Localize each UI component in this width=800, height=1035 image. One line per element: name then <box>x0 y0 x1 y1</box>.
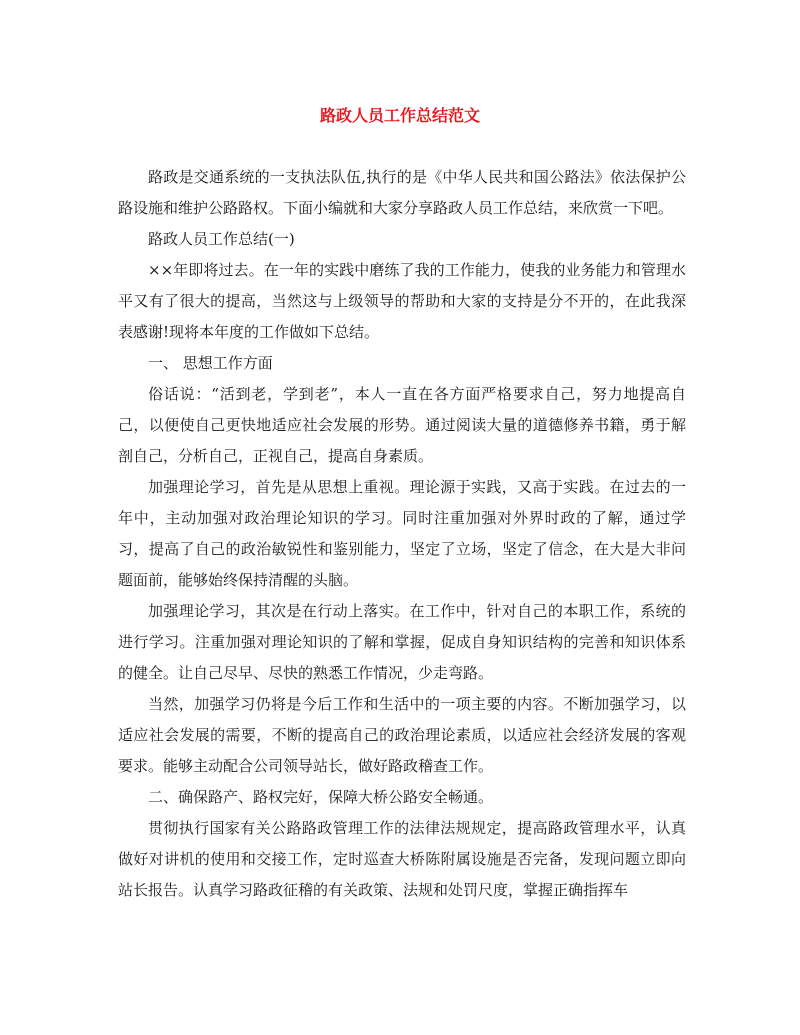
paragraph-regulations: 贯彻执行国家有关公路路政管理工作的法律法规规定，提高路政管理水平，认真做好对讲机的使用和交接工作，定时巡查大桥陈附属设施是否完备，发现问题立即向站长报告。认真学习路政征稽的有关政策、法规和处罚尺度，掌握正确指挥车 <box>118 819 686 899</box>
paragraph-section-heading: 路政人员工作总结(一) <box>148 230 295 248</box>
paragraph-heading-ideology: 一、 思想工作方面 <box>148 354 273 372</box>
paragraph-continued-study: 当然，加强学习仍将是今后工作和生活中的一项主要的内容。不断加强学习，以适应社会发展的需要，不断的提高自己的政治理论素质，以适应社会经济发展的客观要求。能够主动配合公司领导站长，做好路政稽查工作。 <box>118 695 686 775</box>
paragraph-saying: 俗话说：“活到老，学到老”，本人一直在各方面严格要求自己，努力地提高自己，以便使自己更快地适应社会发展的形势。通过阅读大量的道德修养书籍，勇于解剖自己，分析自己，正视自己，提高自身素质。 <box>118 385 686 465</box>
paragraph-theory-study-2: 加强理论学习，其次是在行动上落实。在工作中，针对自己的本职工作，系统的进行学习。注重加强对理论知识的了解和掌握，促成自身知识结构的完善和知识体系的健全。让自己尽早、尽快的熟悉工作情况，少走弯路。 <box>118 602 686 682</box>
paragraph-heading-road-safety: 二、确保路产、路权完好，保障大桥公路安全畅通。 <box>148 788 494 806</box>
document-body <box>118 162 686 906</box>
paragraph-intro: 路政是交通系统的一支执法队伍,执行的是《中华人民共和国公路法》依法保护公路设施和维护公路路权。下面小编就和大家分享路政人员工作总结，来欣赏一下吧。 <box>118 168 686 217</box>
paragraph-theory-study-1: 加强理论学习，首先是从思想上重视。理论源于实践，又高于实践。在过去的一年中，主动加强对政治理论知识的学习。同时注重加强对外界时政的了解，通过学习，提高了自己的政治敏锐性和鉴别能力，坚定了立场，坚定了信念，在大是大非问题面前，能够始终保持清醒的头脑。 <box>118 478 686 589</box>
document-title: 路政人员工作总结范文 <box>319 106 480 125</box>
paragraph-opening: ××年即将过去。在一年的实践中磨练了我的工作能力，使我的业务能力和管理水平又有了很大的提高，当然这与上级领导的帮助和大家的支持是分不开的，在此我深表感谢!现将本年度的工作做如下总结。 <box>118 261 686 341</box>
